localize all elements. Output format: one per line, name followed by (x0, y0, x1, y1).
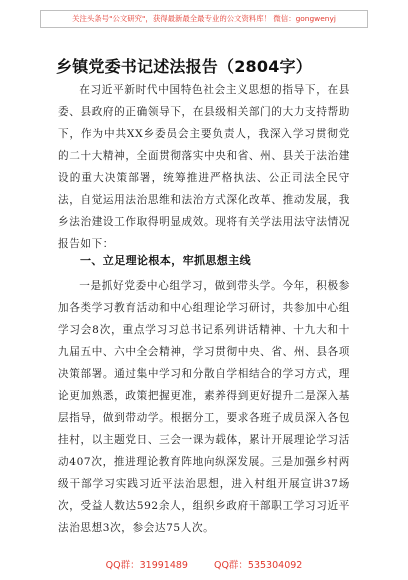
top-banner (40, 10, 368, 28)
document-title: 乡镇党委书记述法报告（2804字） (56, 57, 312, 76)
footer-qq-group-2: QQ群：535304092 (213, 560, 303, 571)
footer-contacts (0, 557, 408, 571)
banner-text: 关注头条号"公文研究"，获得最新最全最专业的公文资料库！ 微信：gongwenyj (72, 14, 336, 23)
section-1-paragraph: 一是抓好党委中心组学习，做到带头学。今年，积极参加各类学习教育活动和中心组理论学习研讨，共参加中心组学习会8次，重点学习习总书记系列讲话精神、十九大和十九届五中、六中全会精神，学习贯彻中央、省、州、县各项决策部署。通过集中学习和分散自学相结合的学习方式，理论更加熟悉，政策把握更准，素养得到更好提升二是深入基层指导，做到带动学。根据分工，要求各班子成员深入各包挂村，以主题党日、三会一课为载体，累计开展理论学习活动407次，推进理论教育阵地向纵深发展。三是加强乡村两级干部学习实践习近平法治思想，进入村组开展宣讲37场次，受益人数达592余人，组织乡政府干部职工学习习近平法治思想3次，参会达75人次。 (58, 280, 350, 534)
footer-qq-group-1: QQ群：31991489 (105, 560, 188, 571)
intro-paragraph: 在习近平新时代中国特色社会主义思想的指导下，在县委、县政府的正确领导下，在县级相关部门的大力支持帮助下，作为中共XX乡委员会主要负责人，我深入学习贯彻党的二十大精神，全面贯彻落实中央和省、州、县关于法治建设的重大决策部署，统筹推进严格执法、公正司法全民守法，自觉运用法治思维和法治方式深化改革、推动发展，我乡法治建设工作取得明显成效。现将有关学法用法守法情况报告如下： (58, 84, 350, 250)
section-heading-1: 一、立足理论根本，牢抓思想主线 (80, 254, 251, 267)
